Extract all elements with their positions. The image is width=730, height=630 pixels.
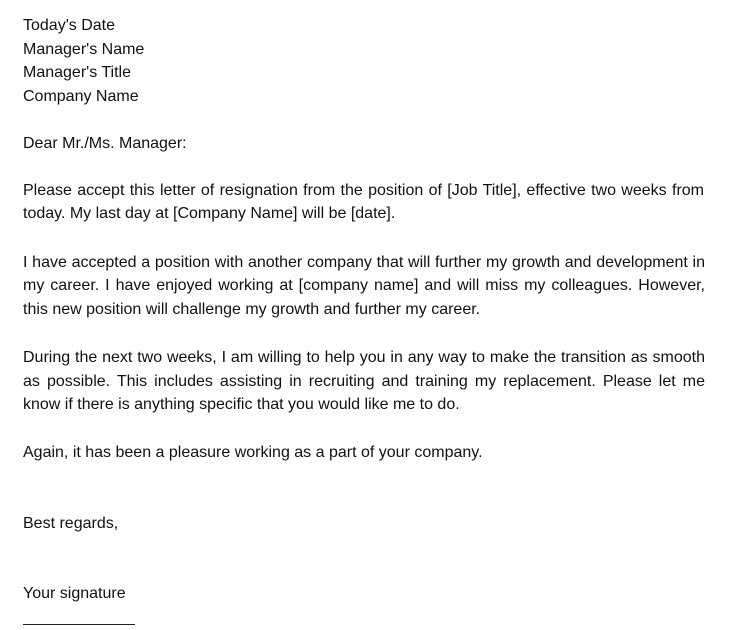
letter-header <box>23 14 705 108</box>
paragraph-3: During the next two weeks, I am willing to help you in any way to make the transition as smooth as possible. This includes assisting in recruiting and training my replacement. Please let me know if there is anything specific that you would like me to do. <box>23 349 705 413</box>
paragraph-2: I have accepted a position with another company that will further my growth and development in my career. I have enjoyed working at [company name] and will miss my colleagues. However, this new position will challenge my growth and further my career. <box>23 253 705 318</box>
resignation-letter <box>23 14 705 605</box>
salutation: Dear Mr./Ms. Manager: <box>23 135 187 152</box>
manager-name-line: Manager's Name <box>23 40 145 58</box>
company-name-line: Company Name <box>23 87 139 105</box>
paragraph-1: Please accept this letter of resignation from the position of [Job Title], effective two weeks from today. My last day at [Company Name] will be [date]. <box>23 181 704 222</box>
date-line: Today's Date <box>23 17 115 34</box>
paragraph-4: Again, it has been a pleasure working as a part of your company. <box>23 443 483 461</box>
signature-label: Your signature <box>23 584 126 602</box>
closing: Best regards, <box>23 515 119 532</box>
signature-underline <box>23 624 135 625</box>
manager-title-line: Manager's Title <box>23 64 131 81</box>
